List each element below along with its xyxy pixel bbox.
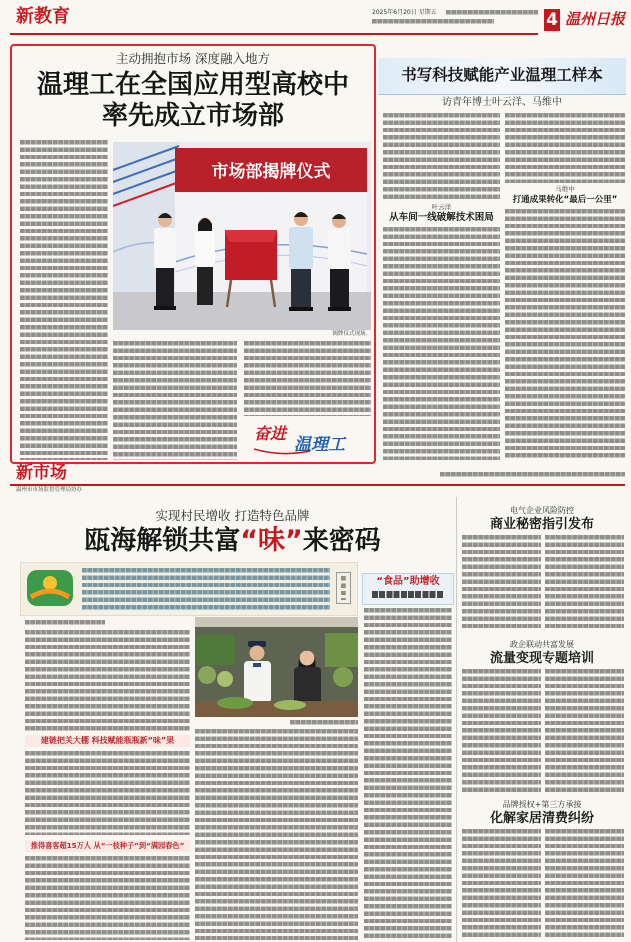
feature-left-column-bottom — [383, 227, 500, 460]
feature-right-column-top — [505, 113, 625, 183]
feature-subtitle: 访青年博士叶云洋、马维中 — [442, 97, 562, 108]
brief-2-kicker: 政企联动共富发展 — [510, 640, 574, 649]
brief-1-text-a — [462, 535, 541, 631]
lead-story-column-2 — [113, 341, 237, 460]
food-brand-logo — [25, 566, 75, 610]
sidebar-column — [364, 608, 452, 940]
brief-3-head: 化解家居清费纠纷 — [489, 811, 594, 826]
village-byline — [25, 620, 105, 625]
editor-note-text — [82, 568, 330, 610]
village-title-part1: 瓯海解锁共富 — [84, 526, 241, 556]
village-photo-caption — [290, 720, 358, 725]
brief-2-text-b — [545, 669, 624, 792]
market-section-title: 新市场 — [16, 463, 67, 483]
lead-story-title-line2: 率先成立市场部 — [101, 101, 284, 131]
lead-story-title-line1: 温理工在全国应用型高校中 — [36, 70, 349, 100]
market-inspection-photo — [195, 617, 358, 717]
feature-right-column-bottom — [505, 209, 625, 460]
brief-3-text-a — [462, 829, 541, 940]
village-photo — [195, 617, 358, 717]
editor-note-label — [336, 572, 351, 604]
market-editor-info — [440, 472, 625, 477]
market-co-organizer: 温州市市场监督管理局协办 — [16, 487, 83, 493]
campaign-logo-swoosh — [250, 421, 370, 459]
campaign-logo — [250, 421, 370, 459]
brief-2-text-a — [462, 669, 541, 792]
village-column-1-middle — [25, 751, 190, 835]
village-column-1-top — [25, 630, 190, 731]
feature-section1-head: 从车间一线破解技术困局 — [389, 212, 494, 223]
person-2 — [195, 218, 215, 306]
village-column-2 — [195, 729, 358, 940]
editor-info — [446, 10, 538, 15]
lead-story-photo — [113, 142, 371, 330]
village-subhead-2: 推得喜客超15万人 从“一枝种子”到“满园春色” — [25, 840, 190, 852]
brief-2-head: 流量变现专题培训 — [489, 651, 594, 666]
brief-1-kicker: 电气企业风险防控 — [510, 506, 574, 515]
section-title: 新教育 — [16, 6, 70, 27]
sidebar-heading: “食品”助增收 — [376, 576, 440, 587]
village-subhead-1: 建链把关大棚 科技赋能瓶瓶新“味”果 — [25, 735, 190, 747]
paper-logo: 温州日报 — [565, 10, 626, 28]
feature-left-column-top — [383, 113, 500, 201]
editor-note-label-text — [341, 576, 346, 600]
page-number: 4 — [544, 9, 560, 31]
lead-story-kicker: 主动拥抱市场 深度融入地方 — [116, 51, 270, 66]
lead-story-column-3 — [244, 341, 371, 416]
lead-story-column-1 — [20, 140, 108, 460]
brief-1-text-b — [545, 535, 624, 631]
header-rule — [10, 33, 538, 35]
issue-date: 2025年6月20日 星期五 — [372, 9, 437, 16]
village-title-highlight: “味” — [240, 525, 303, 556]
village-column-1-bottom — [25, 856, 190, 940]
sidebar-subheading — [372, 591, 444, 598]
ceremony-photo — [113, 142, 371, 330]
village-story-kicker: 实现村民增收 打造特色品牌 — [155, 508, 310, 523]
feature-section1-name: 叶云洋 — [431, 203, 452, 211]
feature-section2-head: 打通成果转化“最后一公里” — [512, 195, 618, 205]
ceiling-light — [195, 617, 358, 627]
campaign-logo-word1: 奋进 — [254, 424, 287, 443]
brief-3-kicker: 品牌授权+第三方承接 — [502, 800, 582, 809]
village-title-part2: 来密码 — [302, 526, 381, 556]
lead-photo-caption: 揭牌仪式现场。 — [332, 331, 371, 337]
feature-section2-name: 马维中 — [555, 185, 575, 193]
brief-3-text-b — [545, 829, 624, 940]
village-story-title — [10, 526, 455, 556]
brief-1-head: 商业秘密指引发布 — [489, 517, 594, 532]
feature-title: 书写科技赋能产业温理工样本 — [401, 66, 603, 84]
campaign-logo-word2: 温理工 — [294, 435, 345, 455]
market-rule — [10, 484, 625, 486]
briefs-divider — [456, 497, 457, 942]
contact-info — [372, 19, 494, 24]
banner-text: 市场部揭牌仪式 — [211, 162, 331, 182]
